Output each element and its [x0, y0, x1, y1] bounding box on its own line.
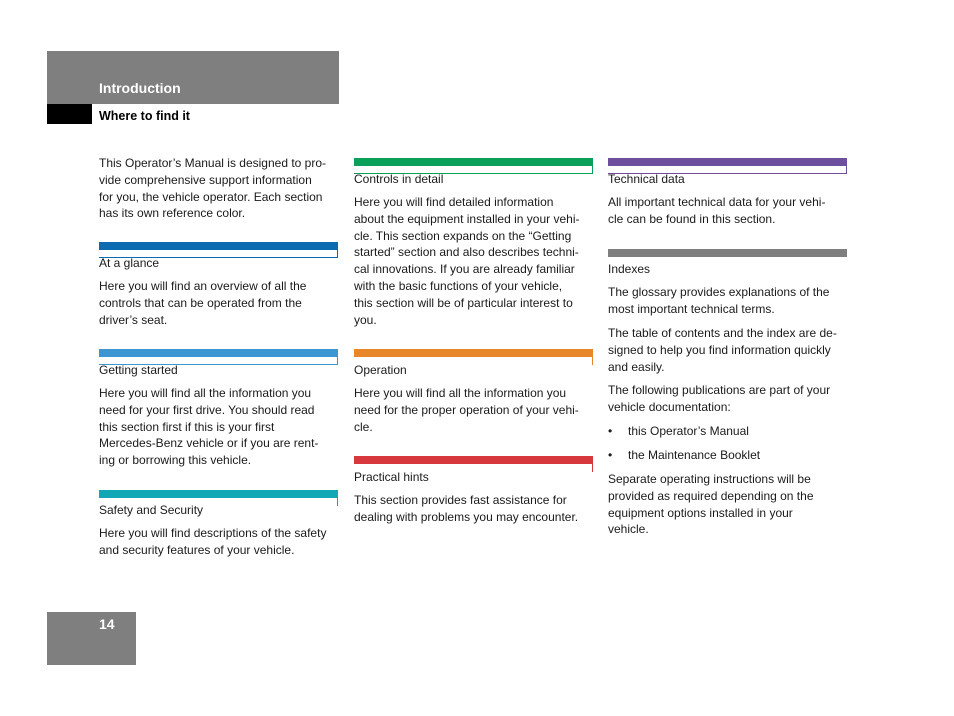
text-line: driver’s seat.	[99, 312, 168, 327]
section-tab-marker	[47, 104, 92, 124]
practical-hints-side-rule	[592, 464, 593, 472]
text-line: Separate operating instructions will be	[608, 472, 811, 486]
text-line: need for the proper operation of your vehi-	[354, 402, 579, 417]
text-line: signed to help you find information quickly	[608, 342, 831, 357]
page-number: 14	[99, 616, 115, 632]
at-a-glance-paragraph	[99, 278, 339, 328]
text-line: about the equipment installed in your vehi-	[354, 211, 580, 226]
text-line: Mercedes-Benz vehicle or if you are rent-	[99, 436, 319, 451]
getting-started-paragraph	[99, 385, 339, 469]
intro-line: for you, the vehicle operator. Each section	[99, 189, 323, 204]
technical-data-color-bar	[608, 158, 847, 166]
glossary-paragraph	[608, 284, 848, 318]
practical-hints-heading: Practical hints	[354, 470, 429, 484]
text-line: vehicle.	[608, 522, 649, 537]
at-a-glance-color-bar	[99, 242, 338, 250]
text-line: ing or borrowing this vehicle.	[99, 453, 252, 468]
text-line: you.	[354, 312, 377, 327]
bullet-text: this Operator’s Manual	[628, 424, 749, 438]
text-line: equipment options installed in your	[608, 505, 793, 520]
section-title: Where to find it	[99, 109, 190, 123]
text-line: started” section and also describes techni-	[354, 245, 579, 260]
intro-paragraph	[99, 155, 339, 222]
text-line: cle. This section expands on the “Getting	[354, 228, 572, 243]
text-line: most important technical terms.	[608, 301, 775, 316]
bullet-text: the Maintenance Booklet	[628, 448, 761, 462]
text-line: cle can be found in this section.	[608, 211, 776, 226]
text-line: and security features of your vehicle.	[99, 542, 295, 557]
indexes-heading: Indexes	[608, 262, 651, 276]
text-line: Here you will find all the information you	[354, 386, 567, 400]
text-line: Here you will find detailed information	[354, 195, 554, 209]
controls-in-detail-heading: Controls in detail	[354, 172, 444, 186]
operation-side-rule	[592, 357, 593, 365]
bullet-item-operators-manual	[608, 423, 749, 440]
intro-line: This Operator’s Manual is designed to pro-	[99, 156, 327, 170]
safety-and-security-heading: Safety and Security	[99, 503, 204, 517]
table-of-contents-paragraph	[608, 325, 848, 375]
text-line: this section first if this is your first	[99, 419, 275, 434]
bullet-icon: •	[608, 424, 613, 438]
at-a-glance-heading: At a glance	[99, 256, 160, 270]
text-line: The table of contents and the index are de-	[608, 326, 837, 340]
text-line: cle.	[354, 419, 373, 434]
text-line: this section will be of particular interest to	[354, 295, 573, 310]
at-a-glance-side-rule	[337, 250, 338, 258]
operation-heading: Operation	[354, 363, 407, 377]
getting-started-color-bar	[99, 349, 338, 357]
technical-data-side-rule	[846, 166, 847, 174]
text-line: vehicle documentation:	[608, 399, 731, 414]
text-line: and easily.	[608, 359, 665, 374]
practical-hints-color-bar	[354, 456, 593, 464]
text-line: controls that can be operated from the	[99, 295, 302, 310]
text-line: Here you will find an overview of all the	[99, 279, 307, 293]
safety-and-security-paragraph	[99, 525, 339, 559]
text-line: Here you will find descriptions of the safety	[99, 526, 327, 540]
safety-and-security-color-bar	[99, 490, 338, 498]
bullet-item-maintenance-booklet	[608, 447, 760, 464]
practical-hints-paragraph	[354, 492, 594, 526]
text-line: Here you will find all the information you	[99, 386, 312, 400]
intro-line: vide comprehensive support information	[99, 172, 312, 187]
chapter-title: Introduction	[99, 80, 181, 96]
text-line: This section provides fast assistance for	[354, 493, 567, 507]
text-line: cal innovations. If you are already familiar	[354, 262, 575, 277]
text-line: with the basic functions of your vehicle,	[354, 278, 563, 293]
getting-started-heading: Getting started	[99, 363, 178, 377]
text-line: need for your first drive. You should read	[99, 402, 315, 417]
safety-and-security-side-rule	[337, 498, 338, 506]
intro-line: has its own reference color.	[99, 206, 246, 221]
indexes-color-bar	[608, 249, 847, 257]
operation-color-bar	[354, 349, 593, 357]
controls-in-detail-color-bar	[354, 158, 593, 166]
text-line: All important technical data for your vehi-	[608, 195, 826, 209]
technical-data-paragraph	[608, 194, 848, 228]
separate-instructions-paragraph	[608, 471, 848, 538]
text-line: The following publications are part of your	[608, 383, 831, 397]
chapter-header-block	[47, 51, 339, 104]
bullet-icon: •	[608, 448, 613, 462]
page-number-block	[47, 612, 136, 665]
getting-started-side-rule	[337, 357, 338, 365]
text-line: The glossary provides explanations of the	[608, 285, 830, 299]
operation-paragraph	[354, 385, 594, 435]
publications-paragraph	[608, 382, 848, 416]
technical-data-heading: Technical data	[608, 172, 685, 186]
controls-in-detail-side-rule	[592, 166, 593, 174]
text-line: dealing with problems you may encounter.	[354, 509, 579, 524]
text-line: provided as required depending on the	[608, 488, 814, 503]
controls-in-detail-paragraph	[354, 194, 594, 328]
